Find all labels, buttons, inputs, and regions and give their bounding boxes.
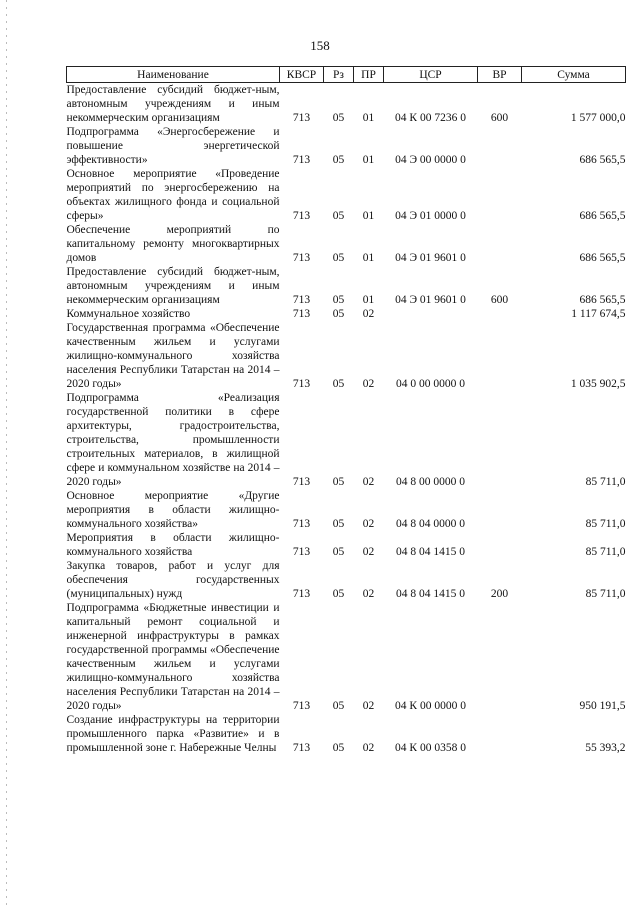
table-row: [67, 223, 626, 265]
cell-name: Государственная программа «Обеспечение качественным жильем и услугами жилищно-коммунального хозяйства населения Республики Татарстан на 2014 – 2020 годы»: [66, 322, 280, 390]
cell-pr: 01: [362, 252, 375, 264]
cell-sum: 85 711,0: [585, 546, 626, 558]
cell-name: Закупка товаров, работ и услуг для обеспечения государственных (муниципальных) нужд: [66, 560, 280, 600]
cell-name: Основное мероприятие «Проведение мероприятий по энергосбережению на объектах жилищного фонда и социальной сферы»: [66, 168, 280, 222]
cell-sum: 686 565,5: [579, 252, 626, 264]
cell-pr: 02: [362, 700, 375, 712]
cell-rz: 05: [332, 476, 345, 488]
cell-pr: 02: [362, 476, 375, 488]
cell-kvsr: 713: [292, 742, 311, 754]
cell-csr: 04 8 04 1415 0: [396, 588, 465, 600]
header-pr: ПР: [354, 67, 384, 83]
cell-csr: 04 К 00 0000 0: [395, 700, 466, 712]
cell-csr: 04 Э 01 9601 0: [395, 294, 466, 306]
table-row: [67, 167, 626, 223]
page-number: 158: [310, 38, 330, 53]
cell-kvsr: 713: [292, 476, 311, 488]
cell-pr: 02: [362, 518, 375, 530]
cell-rz: 05: [332, 742, 345, 754]
cell-csr: 04 8 04 1415 0: [396, 546, 465, 558]
cell-pr: 02: [362, 588, 375, 600]
cell-rz: 05: [332, 112, 345, 124]
cell-kvsr: 713: [292, 154, 311, 166]
cell-csr: 04 Э 01 9601 0: [395, 252, 466, 264]
cell-rz: 05: [332, 210, 345, 222]
table-row: [67, 391, 626, 489]
cell-csr: [384, 307, 478, 321]
cell-sum: 85 711,0: [585, 588, 626, 600]
cell-vr: [478, 531, 522, 559]
cell-name: Подпрограмма «Энергосбережение и повышение энергетической эффективности»: [66, 126, 280, 166]
cell-vr: 600: [490, 294, 509, 306]
cell-vr: [478, 391, 522, 489]
cell-rz: 05: [332, 378, 345, 390]
cell-kvsr: 713: [292, 588, 311, 600]
table-row: [67, 125, 626, 167]
cell-vr: [478, 223, 522, 265]
cell-rz: 05: [332, 252, 345, 264]
budget-table: [66, 66, 626, 755]
header-name: Наименование: [67, 67, 280, 83]
cell-csr: 04 К 00 7236 0: [395, 112, 466, 124]
cell-vr: 600: [490, 112, 509, 124]
cell-kvsr: 713: [292, 210, 311, 222]
cell-vr: [478, 167, 522, 223]
cell-csr: 04 К 00 0358 0: [395, 742, 466, 754]
cell-rz: 05: [332, 546, 345, 558]
table-row: [67, 265, 626, 307]
cell-vr: [478, 321, 522, 391]
cell-sum: 950 191,5: [579, 700, 626, 712]
cell-vr: [478, 307, 522, 321]
cell-vr: [478, 601, 522, 713]
header-rz: Рз: [324, 67, 354, 83]
cell-rz: 05: [332, 518, 345, 530]
cell-vr: [478, 489, 522, 531]
cell-name: Коммунальное хозяйство: [66, 308, 191, 320]
header-kvsr: КВСР: [280, 67, 324, 83]
cell-rz: 05: [332, 700, 345, 712]
cell-pr: 01: [362, 210, 375, 222]
cell-pr: 02: [362, 378, 375, 390]
cell-sum: 85 711,0: [585, 518, 626, 530]
header-sum: Сумма: [522, 67, 626, 83]
cell-sum: 686 565,5: [579, 294, 626, 306]
table-row: [67, 489, 626, 531]
table-row: [67, 307, 626, 321]
cell-sum: 1 117 674,5: [571, 308, 626, 320]
cell-rz: 05: [332, 294, 345, 306]
cell-vr: [478, 713, 522, 755]
cell-csr: 04 8 00 0000 0: [396, 476, 465, 488]
header-vr: ВР: [478, 67, 522, 83]
cell-kvsr: 713: [292, 252, 311, 264]
cell-kvsr: 713: [292, 518, 311, 530]
scan-edge-artifact: [6, 0, 7, 905]
table-body: [67, 83, 626, 756]
cell-name: Обеспечение мероприятий по капитальному ремонту многоквартирных домов: [66, 224, 280, 264]
cell-name: Подпрограмма «Реализация государственной политики в сфере архитектуры, градостроительства, строительства, промышленности строительных материалов, в жилищной сфере и коммунальном хозяйстве на 2014 – 2020 годы»: [66, 392, 280, 488]
cell-name: Мероприятия в области жилищно-коммунального хозяйства: [66, 532, 280, 558]
table-row: [67, 559, 626, 601]
table-row: [67, 83, 626, 126]
cell-kvsr: 713: [292, 308, 311, 320]
cell-rz: 05: [332, 588, 345, 600]
cell-pr: 02: [362, 742, 375, 754]
cell-pr: 01: [362, 294, 375, 306]
cell-name: Подпрограмма «Бюджетные инвестиции и капитальный ремонт социальной и инженерной инфраструктуры в рамках государственной программы «Обеспечение качественным жильем и услугами жилищно-коммунального хозяйства населения Республики Татарстан на 2014 – 2020 годы»: [66, 602, 280, 712]
cell-name: Создание инфраструктуры на территории промышленного парка «Развитие» и в промышленной зоне г. Набережные Челны: [66, 714, 280, 754]
cell-sum: 55 393,2: [585, 742, 626, 754]
cell-sum: 1 035 902,5: [570, 378, 626, 390]
header-csr: ЦСР: [384, 67, 478, 83]
table-header-row: [67, 67, 626, 83]
table-row: [67, 531, 626, 559]
cell-name: Предоставление субсидий бюджет-ным, автономным учреждениям и иным некоммерческим организациям: [66, 266, 280, 306]
cell-csr: 04 Э 00 0000 0: [395, 154, 466, 166]
table-row: [67, 321, 626, 391]
cell-csr: 04 8 04 0000 0: [396, 518, 465, 530]
cell-csr: 04 Э 01 0000 0: [395, 210, 466, 222]
cell-vr: 200: [490, 588, 509, 600]
cell-kvsr: 713: [292, 112, 311, 124]
cell-vr: [478, 125, 522, 167]
cell-kvsr: 713: [292, 294, 311, 306]
cell-name: Основное мероприятие «Другие мероприятия в области жилищно-коммунального хозяйства»: [66, 490, 280, 530]
cell-kvsr: 713: [292, 700, 311, 712]
cell-kvsr: 713: [292, 546, 311, 558]
cell-pr: 02: [362, 546, 375, 558]
table-row: [67, 713, 626, 755]
table-row: [67, 601, 626, 713]
cell-rz: 05: [332, 154, 345, 166]
cell-sum: 686 565,5: [579, 154, 626, 166]
cell-sum: 1 577 000,0: [570, 112, 626, 124]
cell-pr: 01: [362, 154, 375, 166]
cell-sum: 85 711,0: [585, 476, 626, 488]
cell-csr: 04 0 00 0000 0: [396, 378, 465, 390]
cell-name: Предоставление субсидий бюджет-ным, автономным учреждениям и иным некоммерческим организациям: [66, 84, 280, 124]
cell-kvsr: 713: [292, 378, 311, 390]
cell-sum: 686 565,5: [579, 210, 626, 222]
cell-pr: 01: [362, 112, 375, 124]
cell-pr: 02: [362, 308, 375, 320]
cell-rz: 05: [332, 308, 345, 320]
